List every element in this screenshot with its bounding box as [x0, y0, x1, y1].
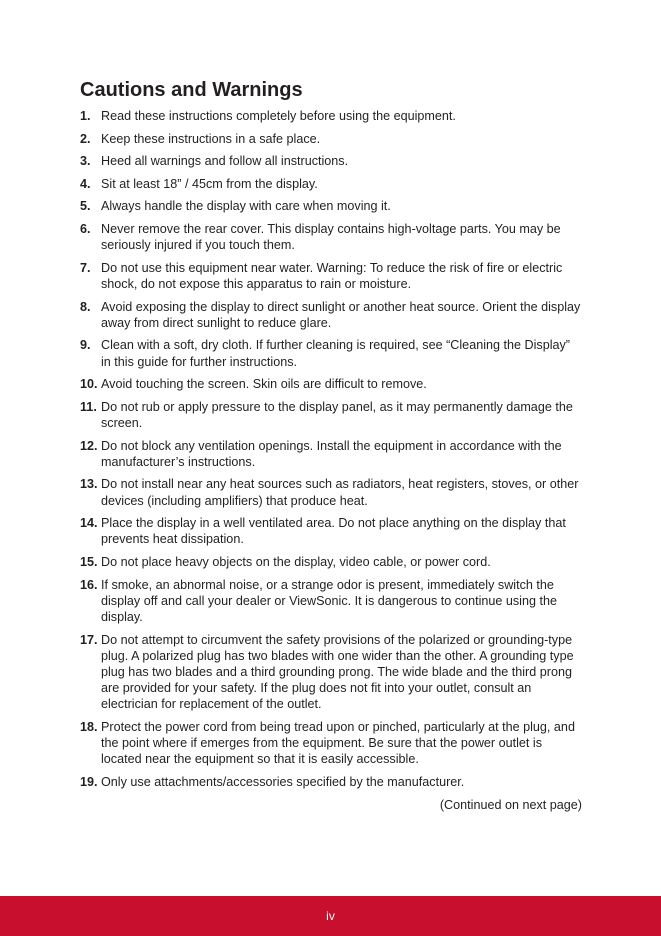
list-item	[80, 774, 582, 790]
item-text: Do not rub or apply pressure to the display panel, as it may permanently damage the screen.	[101, 399, 573, 430]
list-item	[80, 376, 582, 392]
item-text: If smoke, an abnormal noise, or a strange odor is present, immediately switch the display off and call your dealer or ViewSonic. It is dangerous to continue using the display.	[101, 577, 557, 624]
page-title: Cautions and Warnings	[80, 79, 303, 101]
item-number: 18.	[80, 719, 98, 734]
page-footer	[0, 896, 661, 936]
item-text: Heed all warnings and follow all instructions.	[101, 154, 349, 169]
item-text: Always handle the display with care when moving it.	[101, 199, 391, 214]
list-item	[80, 476, 582, 508]
item-text: Protect the power cord from being tread upon or pinched, particularly at the plug, and the point where if emerges from the equipment. Be sure that the power outlet is located near the equipment so that it is easily accessible.	[101, 719, 575, 767]
item-text: Never remove the rear cover. This display contains high-voltage parts. You may be seriously injured if you touch them.	[101, 221, 561, 253]
item-text: Do not install near any heat sources such as radiators, heat registers, stoves, or other devices (including amplifiers) that produce heat.	[101, 477, 579, 508]
item-number: 2.	[80, 131, 91, 146]
item-text: Place the display in a well ventilated area. Do not place anything on the display that prevents heat dissipation.	[101, 516, 566, 547]
list-item	[80, 108, 582, 124]
item-number: 12.	[80, 438, 98, 453]
list-item	[80, 719, 582, 768]
list-item	[80, 632, 582, 713]
item-number: 8.	[80, 299, 91, 314]
item-number: 9.	[80, 338, 91, 353]
cautions-list	[80, 108, 582, 790]
item-text: Avoid touching the screen. Skin oils are difficult to remove.	[101, 377, 427, 392]
item-number: 1.	[80, 109, 91, 123]
list-item	[80, 198, 582, 214]
list-item	[80, 337, 582, 369]
item-number: 10.	[80, 377, 98, 392]
list-item	[80, 260, 582, 292]
item-text: Avoid exposing the display to direct sunlight or another heat source. Orient the display away from direct sunlight to reduce glare.	[101, 299, 581, 330]
list-item	[80, 176, 582, 192]
item-text: Sit at least 18” / 45cm from the display.	[101, 176, 318, 191]
list-item	[80, 221, 582, 253]
page-number: iv	[326, 909, 335, 923]
list-item	[80, 554, 582, 570]
item-number: 11.	[80, 399, 97, 414]
item-number: 6.	[80, 221, 91, 236]
item-number: 7.	[80, 260, 91, 275]
list-item	[80, 515, 582, 547]
item-number: 17.	[80, 632, 98, 647]
list-item	[80, 153, 582, 169]
list-item	[80, 577, 582, 626]
item-number: 19.	[80, 774, 98, 789]
item-number: 3.	[80, 154, 91, 169]
item-text: Do not place heavy objects on the display, video cable, or power cord.	[101, 554, 491, 569]
item-text: Read these instructions completely before using the equipment.	[101, 109, 456, 123]
item-text: Clean with a soft, dry cloth. If further cleaning is required, see “Cleaning the Display” in this guide for further instructions.	[101, 338, 570, 369]
list-item	[80, 131, 582, 147]
item-number: 15.	[80, 554, 98, 569]
item-text: Keep these instructions in a safe place.	[101, 131, 321, 146]
page-content	[80, 78, 582, 813]
list-item	[80, 438, 582, 470]
item-text: Do not use this equipment near water. Warning: To reduce the risk of fire or electric shock, do not expose this apparatus to rain or moisture.	[101, 260, 563, 291]
item-number: 4.	[80, 176, 91, 191]
item-number: 16.	[80, 577, 98, 592]
item-text: Only use attachments/accessories specified by the manufacturer.	[101, 774, 465, 789]
continued-note: (Continued on next page)	[439, 797, 582, 812]
list-item	[80, 299, 582, 331]
item-number: 14.	[80, 516, 98, 531]
item-text: Do not attempt to circumvent the safety provisions of the polarized or grounding-type plug. A polarized plug has two blades with one wider than the other. A grounding type plug has two blades and a third grounding prong. The wide blade and the third prong are provided for your safety. If the plug does not fit into your outlet, consult an electrician for replacement of the outlet.	[101, 632, 574, 712]
item-text: Do not block any ventilation openings. Install the equipment in accordance with the manufacturer’s instructions.	[101, 438, 562, 469]
list-item	[80, 399, 582, 431]
item-number: 13.	[80, 477, 98, 492]
item-number: 5.	[80, 199, 91, 214]
